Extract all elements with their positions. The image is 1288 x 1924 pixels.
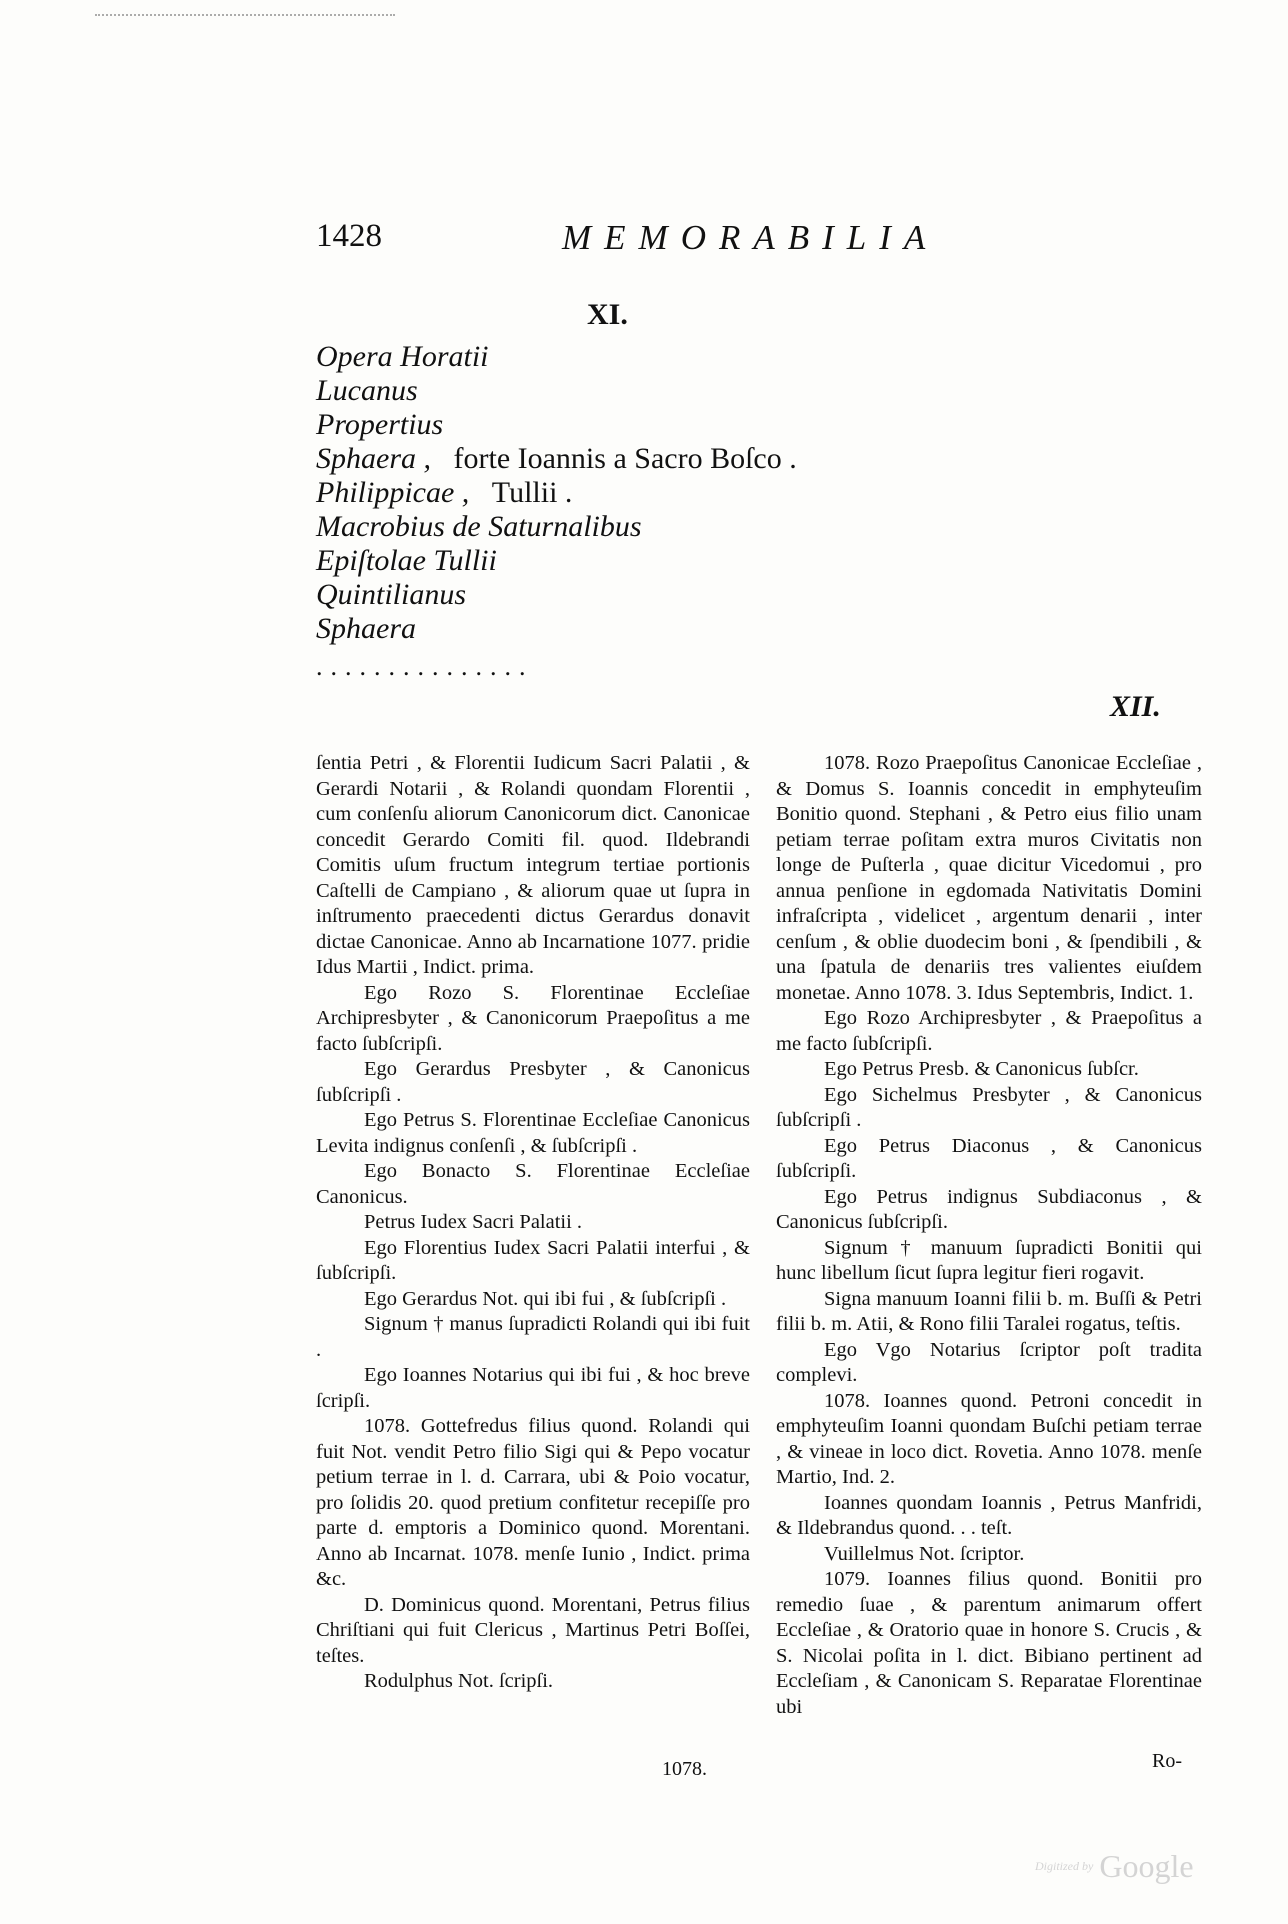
watermark-logo: Google (1099, 1848, 1194, 1884)
catchword-left: 1078. (662, 1758, 707, 1780)
catalog-entry (316, 442, 936, 476)
catalog-title: Epiſtolae Tullii (316, 544, 497, 577)
catalog-entry (316, 374, 936, 408)
running-head: MEMORABILIA (562, 218, 939, 257)
paragraph: Vuillelmus Not. ſcriptor. (824, 1542, 1025, 1565)
catalog-entry (316, 340, 936, 374)
section-heading-xii: XII. (1110, 690, 1161, 723)
catalog-title: Sphaera , (316, 442, 431, 475)
catalog-entry (316, 612, 936, 646)
paragraph: Signum † manus ſupradicti Rolandi qui ibi fuit . (316, 1313, 750, 1361)
right-text-column (776, 751, 1202, 1720)
scan-artifact (95, 14, 395, 19)
paragraph: Ego Petrus Diaconus , & Canonicus ſubſcripſi. (776, 1134, 1202, 1182)
catalog-entry (316, 578, 936, 612)
catalog-entry (316, 476, 936, 510)
paragraph: 1078. Rozo Praepoſitus Canonicae Eccleſiae , & Domus S. Ioannis concedit in emphyteuſim Bonitio quond. Stephani , & Petro eius filio unam petiam terrae poſitam extra muros Civitatis non longe de Puſterla , quae dicitur Vicedomui , pro annua penſione in egdomada Nativitatis Domini infraſcripta , videlicet , argentum denarii , inter cenſum , & oblie duodecim boni , & ſpendibili , & una ſpatula de denariis tres valientes eiuſdem monetae. Anno 1078. 3. Idus Septembris, Indict. 1. (776, 752, 1202, 1004)
catchword-right: Ro- (1152, 1750, 1182, 1772)
left-text-column (316, 751, 750, 1695)
catalog-title: Propertius (316, 408, 444, 441)
page-number: 1428 (316, 218, 382, 254)
catalog-entry (316, 544, 936, 578)
digitization-watermark (1035, 1848, 1235, 1888)
paragraph: Signa manuum Ioanni filii b. m. Buſſi & Petri filii b. m. Atii, & Rono filii Taralei rogatus, teſtis. (776, 1287, 1202, 1335)
paragraph: Ego Bonacto S. Florentinae Eccleſiae Canonicus. (316, 1160, 750, 1208)
paragraph: Rodulphus Not. ſcripſi. (364, 1670, 554, 1692)
section-heading-xi: XI. (587, 298, 628, 331)
paragraph: D. Dominicus quond. Morentani, Petrus filius Chriſtiani qui fuit Clericus , Martinus Petri Boſſei, teſtes. (316, 1593, 750, 1667)
catalog-title: Sphaera (316, 612, 416, 645)
paragraph: 1079. Ioannes filius quond. Bonitii pro remedio ſuae , & parentum animarum offert Eccleſiae , & Oratorio quae in honore S. Crucis , & S. Nicolai poſita in l. dict. Bibiano pertinent ad Eccleſiam , & Canonicam S. Reparatae Florentinae ubi (776, 1568, 1202, 1718)
catalog-note: Tullii . (491, 476, 573, 509)
catalog-title: Quintilianus (316, 578, 467, 611)
watermark-prefix: Digitized by (1035, 1859, 1094, 1873)
catalog-note: forte Ioannis a Sacro Boſco . (453, 442, 797, 475)
paragraph: Ego Vgo Notarius ſcriptor poſt tradita complevi. (776, 1338, 1202, 1386)
paragraph: Ego Gerardus Presbyter , & Canonicus ſubſcripſi . (316, 1058, 750, 1106)
paragraph: Ego Sichelmus Presbyter , & Canonicus ſubſcripſi . (776, 1083, 1202, 1131)
paragraph: Ego Rozo S. Florentinae Eccleſiae Archipresbyter , & Canonicorum Praepoſitus a me facto ſubſcripſi. (316, 981, 750, 1055)
paragraph: Petrus Iudex Sacri Palatii . (364, 1211, 583, 1233)
paragraph: ſentia Petri , & Florentii Iudicum Sacri Palatii , & Gerardi Notarii , & Rolandi quondam Florentii , cum conſenſu aliorum Canonicorum dict. Canonicae concedit Gerardo Comiti fil. quod. Ildebrandi Comitis uſum fructum integrum tertiae portionis Caſtelli de Campiano , & aliorum quae ut ſupra in inſtrumento praecedenti dictus Gerardus donavit dictae Canonicae. Anno ab Incarnatione 1077. pridie Idus Martii , Indict. prima. (316, 752, 750, 978)
catalog-entry (316, 408, 936, 442)
catalog-entry (316, 510, 936, 544)
paragraph: Ego Gerardus Not. qui ibi fui , & ſubſcripſi . (364, 1287, 727, 1310)
paragraph: Signum † manuum ſupradicti Bonitii qui hunc libellum ſicut ſupra legitur fieri rogavit. (776, 1236, 1202, 1284)
paragraph: Ioannes quondam Ioannis , Petrus Manfridi, & Ildebrandus quond. . . teſt. (776, 1491, 1202, 1539)
paragraph: Ego Petrus Presb. & Canonicus ſubſcr. (824, 1058, 1139, 1080)
paragraph: Ego Rozo Archipresbyter , & Praepoſitus a me facto ſubſcripſi. (776, 1007, 1202, 1055)
catalog-title: Philippicae , (316, 476, 470, 509)
paragraph: 1078. Gottefredus filius quond. Rolandi qui fuit Not. vendit Petro filio Sigi qui & Pepo vocatur petium terrae in l. d. Carrara, ubi & Poio vocatur, pro ſolidis 20. quod pretium confitetur recepiſſe pro parte d. emptoris a Dominico quond. Morentani. Anno ab Incarnat. 1078. menſe Iunio , Indict. prima &c. (316, 1415, 750, 1590)
book-catalog-list (316, 340, 936, 646)
paragraph: Ego Petrus S. Florentinae Eccleſiae Canonicus Levita indignus conſenſi , & ſubſcripſi . (316, 1109, 750, 1157)
catalog-title: Opera Horatii (316, 340, 489, 373)
paragraph: 1078. Ioannes quond. Petroni concedit in emphyteuſim Ioanni quondam Buſchi petiam terrae , & vineae in loco dict. Rovetia. Anno 1078. menſe Martio, Ind. 2. (776, 1389, 1202, 1488)
paragraph: Ego Ioannes Notarius qui ibi fui , & hoc breve ſcripſi. (316, 1364, 750, 1412)
paragraph: Ego Florentius Iudex Sacri Palatii interfui , & ſubſcripſi. (316, 1236, 750, 1284)
ellipsis-dots: ............... (316, 652, 534, 681)
catalog-title: Lucanus (316, 374, 418, 407)
paragraph: Ego Petrus indignus Subdiaconus , & Canonicus ſubſcripſi. (776, 1185, 1202, 1233)
catalog-title: Macrobius de Saturnalibus (316, 510, 642, 543)
